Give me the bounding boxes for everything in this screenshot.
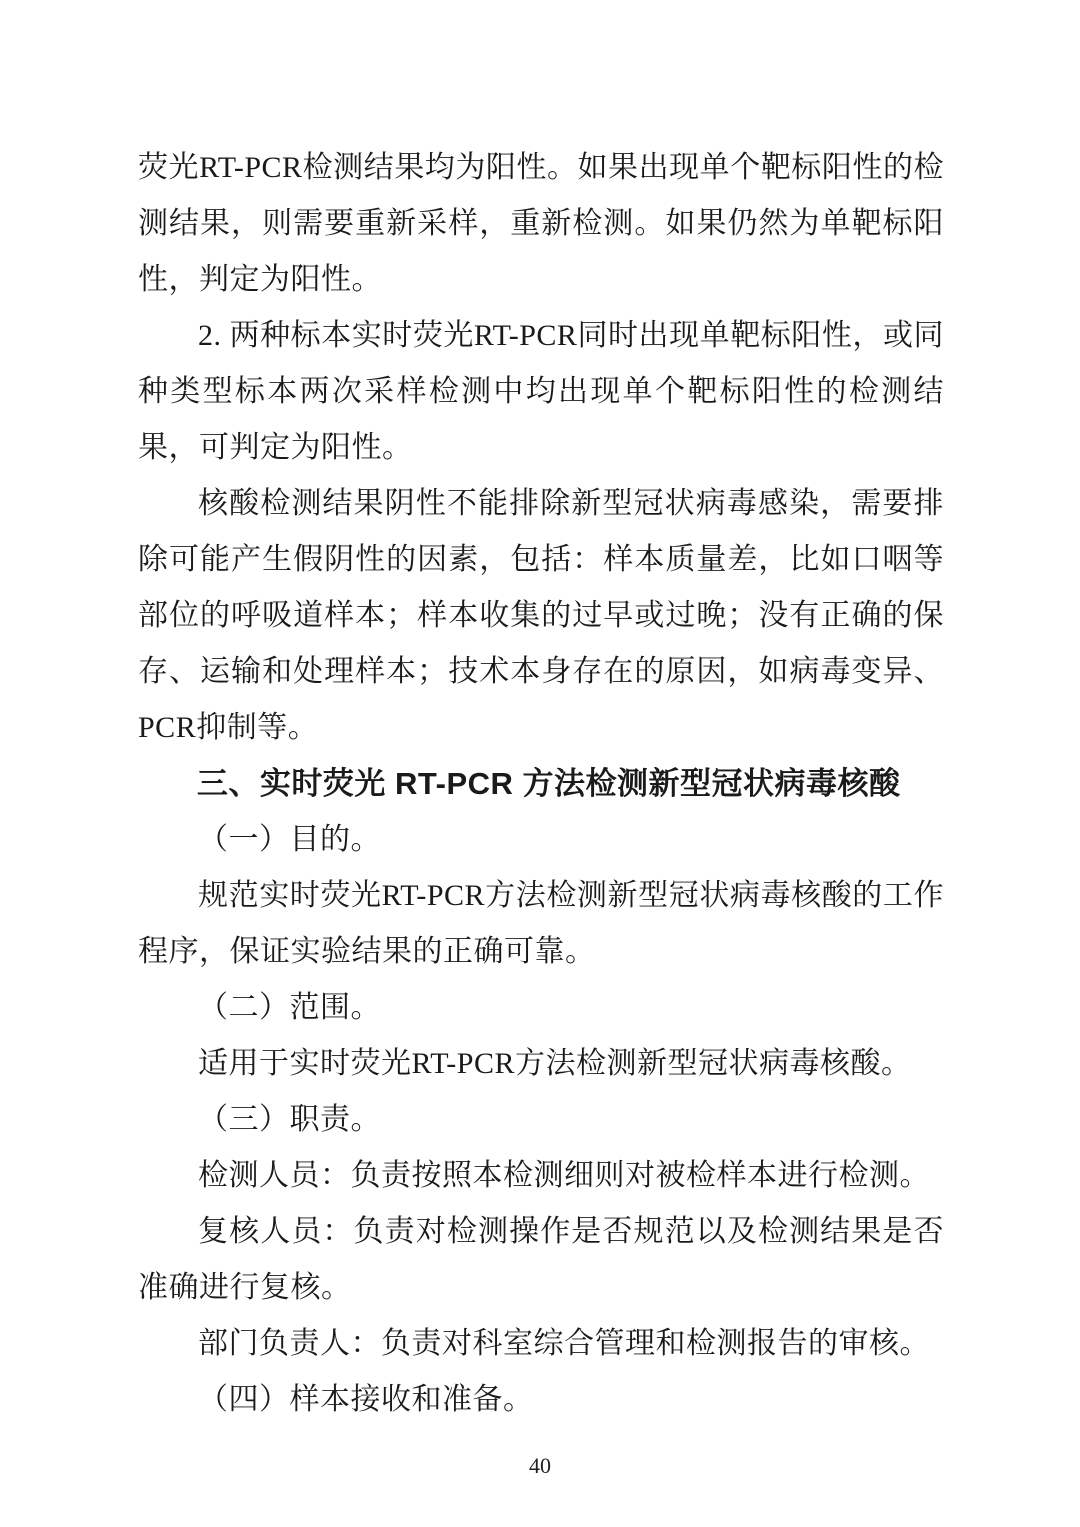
paragraph: 核酸检测结果阴性不能排除新型冠状病毒感染，需要排除可能产生假阴性的因素，包括：样本质量差，比如口咽等部位的呼吸道样本；样本收集的过早或过晚；没有正确的保存、运输和处理样本；技术本身存在的原因，如病毒变异、PCR抑制等。 [138,487,944,744]
subsection-heading: （三）职责。 [198,1103,381,1136]
page-number: 40 [529,1453,551,1478]
section-heading: 三、实时荧光 RT-PCR 方法检测新型冠状病毒核酸 [196,766,901,801]
paragraph: 规范实时荧光RT-PCR方法检测新型冠状病毒核酸的工作程序，保证实验结果的正确可靠。 [138,879,944,968]
subsection-heading: （四）样本接收和准备。 [198,1383,534,1416]
paragraph: 部门负责人：负责对科室综合管理和检测报告的审核。 [198,1327,930,1360]
subsection-heading: （一）目的。 [198,823,381,856]
paragraph: 2. 两种标本实时荧光RT-PCR同时出现单靶标阳性，或同种类型标本两次采样检测中均出现单个靶标阳性的检测结果，可判定为阳性。 [138,319,944,464]
paragraph: 复核人员：负责对检测操作是否规范以及检测结果是否准确进行复核。 [138,1215,944,1304]
document-body [138,140,944,1428]
paragraph: 适用于实时荧光RT-PCR方法检测新型冠状病毒核酸。 [198,1047,912,1080]
paragraph: 检测人员：负责按照本检测细则对被检样本进行检测。 [198,1159,930,1192]
subsection-heading: （二）范围。 [198,991,381,1024]
paragraph-continuation: 荧光RT-PCR检测结果均为阳性。如果出现单个靶标阳性的检测结果，则需要重新采样，重新检测。如果仍然为单靶标阳性，判定为阳性。 [138,151,944,296]
